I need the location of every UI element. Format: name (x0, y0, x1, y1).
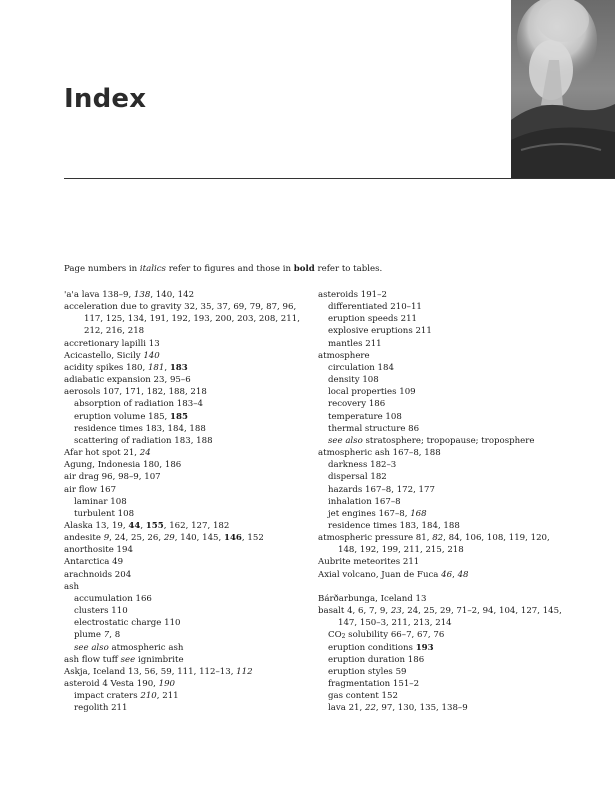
figure-page-ref: 46 (441, 569, 453, 580)
entry-text: adiabatic expansion 23, 95–6 (64, 375, 191, 386)
entry-text: , (140, 520, 146, 531)
figure-page-ref: 29 (163, 533, 175, 544)
intro-bold-word: bold (293, 264, 315, 274)
figure-page-ref: 168 (410, 508, 427, 519)
entry-text: regolith 211 (74, 703, 128, 714)
entry-text: eruption duration 186 (328, 654, 425, 665)
index-entry-continuation (318, 544, 554, 556)
figure-page-ref: see also (74, 642, 109, 653)
index-entry (64, 678, 304, 690)
index-subentry (64, 423, 304, 435)
entry-text: basalt 4, 6, 7, 9, (318, 606, 391, 617)
title-divider (64, 178, 615, 179)
figure-page-ref: 181 (147, 362, 165, 373)
intro-text: refer to tables. (314, 264, 383, 274)
entry-text: eruption speeds 211 (328, 314, 418, 325)
index-subentry (318, 702, 554, 714)
entry-text: air drag 96, 98–9, 107 (64, 472, 161, 483)
index-entry (64, 471, 304, 483)
figure-page-ref: 7 (103, 630, 110, 641)
entry-text: circulation 184 (328, 362, 394, 373)
index-subentry (318, 496, 554, 508)
index-subentry (64, 702, 304, 714)
page-title: Index (64, 84, 147, 114)
index-entry (318, 532, 554, 544)
index-entry (64, 484, 304, 496)
entry-text: stratosphere; tropopause; troposphere (362, 435, 535, 446)
index-subentry (64, 593, 304, 605)
index-subentry (318, 690, 554, 702)
entry-text: recovery 186 (328, 399, 386, 410)
index-subentry (64, 435, 304, 447)
entry-text: Agung, Indonesia 180, 186 (64, 460, 182, 471)
entry-text: differentiated 210–11 (328, 302, 422, 313)
index-entry (64, 386, 304, 398)
entry-text: , 152 (241, 533, 264, 544)
table-page-ref: 193 (415, 642, 434, 653)
entry-text: 117, 125, 134, 191, 192, 193, 200, 203, 208, 211, (84, 314, 300, 325)
entry-text: clusters 110 (74, 606, 128, 617)
entry-text: explosive eruptions 211 (328, 326, 432, 337)
figure-page-ref: 112 (236, 666, 253, 677)
entry-text: , (164, 362, 170, 373)
index-subentry (318, 325, 554, 337)
entry-text: eruption volume 185, (74, 411, 171, 422)
index-entry (318, 569, 554, 581)
index-entry (64, 569, 304, 581)
index-entry (318, 605, 562, 617)
entry-text: 2 (341, 633, 346, 641)
index-entry (318, 593, 554, 605)
entry-text: density 108 (328, 375, 379, 386)
index-subentry (318, 435, 554, 447)
entry-text: Antarctica 49 (64, 557, 124, 568)
index-subentry (318, 520, 554, 532)
figure-page-ref: 190 (158, 679, 176, 689)
entry-text: , 140, 142 (150, 290, 195, 300)
index-entry (64, 362, 304, 374)
entry-text: acceleration due to gravity 32, 35, 37, 69, 79, 87, 96, (64, 302, 297, 313)
index-subentry (318, 313, 554, 325)
index-subentry (64, 411, 304, 423)
entry-text: accretionary lapilli 13 (64, 338, 160, 349)
index-subentry (64, 629, 304, 641)
index-subentry (64, 508, 304, 520)
entry-text: acidity spikes 180, (64, 362, 148, 373)
entry-text: atmospheric ash 167–8, 188 (318, 448, 441, 459)
index-entry (318, 447, 554, 459)
figure-page-ref: 9 (103, 533, 110, 544)
index-subentry (64, 617, 304, 629)
index-subentry (318, 374, 554, 386)
entry-text: plume (74, 630, 104, 641)
entry-text: , 84, 106, 108, 119, 120, (443, 533, 550, 544)
index-subentry (318, 678, 554, 690)
entry-text: aerosols 107, 171, 182, 188, 218 (64, 387, 207, 398)
index-subentry (318, 459, 554, 471)
index-subentry (318, 642, 554, 654)
entry-text: Askja, Iceland 13, 56, 59, 111, 112–13, (64, 666, 237, 677)
table-page-ref: 44 (128, 520, 141, 531)
index-entry (64, 350, 304, 362)
index-entry-continuation (318, 617, 554, 629)
entry-text: , 24, 25, 29, 71–2, 94, 104, 127, 145, (401, 606, 562, 617)
index-subentry (318, 362, 554, 374)
entry-text: asteroids 191–2 (318, 290, 387, 300)
entry-text: turbulent 108 (74, 508, 135, 519)
entry-text: , 211 (156, 691, 179, 702)
figure-page-ref: 22 (364, 703, 376, 714)
index-entry-continuation (64, 325, 304, 337)
entry-text: CO (328, 630, 342, 641)
index-entry (64, 654, 304, 666)
intro-text: Page numbers in (64, 264, 140, 274)
entry-text: solubility 66–7, 67, 76 (345, 630, 445, 641)
entry-text: residence times 183, 184, 188 (328, 520, 460, 531)
index-subentry (318, 484, 554, 496)
entry-text: Afar hot spot 21, (64, 448, 140, 459)
entry-text: ash (64, 581, 80, 592)
index-entry (64, 581, 304, 593)
entry-text: asteroid 4 Vesta 190, (64, 679, 159, 689)
table-page-ref: 185 (170, 411, 188, 422)
index-entry (64, 447, 304, 459)
entry-text: hazards 167–8, 172, 177 (328, 484, 435, 495)
index-entry (64, 459, 304, 471)
table-page-ref: 146 (223, 533, 242, 544)
figure-page-ref: 82 (432, 533, 444, 544)
index-subentry (318, 508, 554, 520)
entry-text: gas content 152 (328, 691, 398, 702)
volcano-eruption-photo (511, 0, 615, 178)
index-subentry (318, 654, 554, 666)
index-subentry (64, 496, 304, 508)
entry-text: dispersal 182 (328, 472, 387, 483)
entry-text: absorption of radiation 183–4 (74, 399, 203, 410)
entry-text: Alaska 13, 19, (64, 520, 129, 531)
index-column-left (64, 289, 304, 714)
index-entry (318, 350, 554, 362)
entry-text: atmospheric pressure 81, (318, 533, 433, 544)
entry-text: Acicastello, Sicily (64, 350, 144, 361)
index-subentry (318, 666, 554, 678)
entry-text: thermal structure 86 (328, 423, 420, 434)
entry-text: , 97, 130, 135, 138–9 (375, 703, 468, 714)
figure-page-ref: 48 (457, 569, 469, 580)
entry-text: Aubrite meteorites 211 (318, 557, 420, 568)
intro-italics-word: italics (139, 264, 166, 274)
entry-text: mantles 211 (328, 338, 382, 349)
index-entry (64, 556, 304, 568)
intro-text: refer to figures and those in (165, 264, 294, 274)
index-entry-continuation (64, 313, 304, 325)
index-subentry (318, 301, 554, 313)
entry-text: ignimbrite (135, 654, 184, 665)
index-entry (64, 532, 304, 544)
figure-page-ref: 140 (143, 350, 160, 361)
entry-text: 148, 192, 199, 211, 215, 218 (338, 545, 464, 556)
entry-text: residence times 183, 184, 188 (74, 423, 206, 434)
index-subentry (64, 605, 304, 617)
table-page-ref: 155 (145, 520, 164, 531)
index-intro-note (64, 263, 564, 276)
figure-page-ref: see (120, 654, 136, 665)
entry-text: accumulation 166 (74, 593, 152, 604)
figure-page-ref: 24 (139, 448, 151, 459)
index-entry (64, 544, 304, 556)
index-column-right (318, 289, 562, 714)
entry-text: 'a'a lava 138–9, (64, 290, 134, 300)
entry-text: temperature 108 (328, 411, 402, 422)
entry-text: , 8 (109, 630, 121, 641)
entry-text: arachnoids 204 (64, 569, 132, 580)
index-subentry (318, 338, 554, 350)
index-subentry (318, 398, 554, 410)
figure-page-ref: 210 (140, 691, 157, 702)
entry-text: anorthosite 194 (64, 545, 133, 556)
entry-text: , 24, 25, 26, (109, 533, 164, 544)
entry-text: eruption conditions (328, 642, 416, 653)
figure-page-ref: 23 (390, 606, 402, 617)
entry-text: 147, 150–3, 211, 213, 214 (338, 618, 452, 629)
index-subentry (318, 423, 554, 435)
entry-text: inhalation 167–8 (328, 496, 401, 507)
entry-text: atmosphere (318, 350, 370, 361)
index-entry (64, 301, 304, 313)
index-subentry (64, 398, 304, 410)
figure-page-ref: 138 (133, 290, 151, 300)
entry-text: electrostatic charge 110 (74, 618, 181, 629)
index-subentry (64, 690, 304, 702)
index-entry (318, 289, 554, 301)
entry-text: impact craters (74, 691, 141, 702)
entry-text: lava 21, (328, 703, 365, 714)
entry-text: jet engines 167–8, (328, 508, 411, 519)
entry-text: scattering of radiation 183, 188 (74, 435, 213, 446)
entry-text: andesite (64, 533, 104, 544)
index-subentry (318, 386, 554, 398)
index-subentry (64, 642, 304, 654)
index-subentry (318, 411, 554, 423)
figure-page-ref: see also (328, 435, 363, 446)
entry-text: laminar 108 (74, 496, 127, 507)
entry-text: ash flow tuff (64, 654, 121, 665)
index-subentry (318, 629, 554, 641)
entry-text: air flow 167 (64, 484, 117, 495)
entry-text: atmospheric ash (108, 642, 184, 653)
entry-text: , (452, 569, 458, 580)
entry-text: local properties 109 (328, 387, 416, 398)
entry-text: fragmentation 151–2 (328, 678, 420, 689)
entry-text: darkness 182–3 (328, 460, 397, 471)
index-letter-gap (318, 581, 554, 593)
index-entry (64, 374, 304, 386)
table-page-ref: 183 (169, 362, 188, 373)
index-entry (64, 338, 304, 350)
index-entry (318, 556, 554, 568)
entry-text: , 140, 145, (174, 533, 224, 544)
index-entry (64, 666, 304, 678)
entry-text: Axial volcano, Juan de Fuca (318, 569, 442, 580)
entry-text: 212, 216, 218 (84, 326, 145, 337)
index-entry (64, 520, 304, 532)
index-subentry (318, 471, 554, 483)
entry-text: Bárðarbunga, Iceland 13 (318, 593, 427, 604)
entry-text: , 162, 127, 182 (163, 520, 230, 531)
index-entry (64, 289, 304, 301)
entry-text: eruption styles 59 (328, 666, 407, 677)
